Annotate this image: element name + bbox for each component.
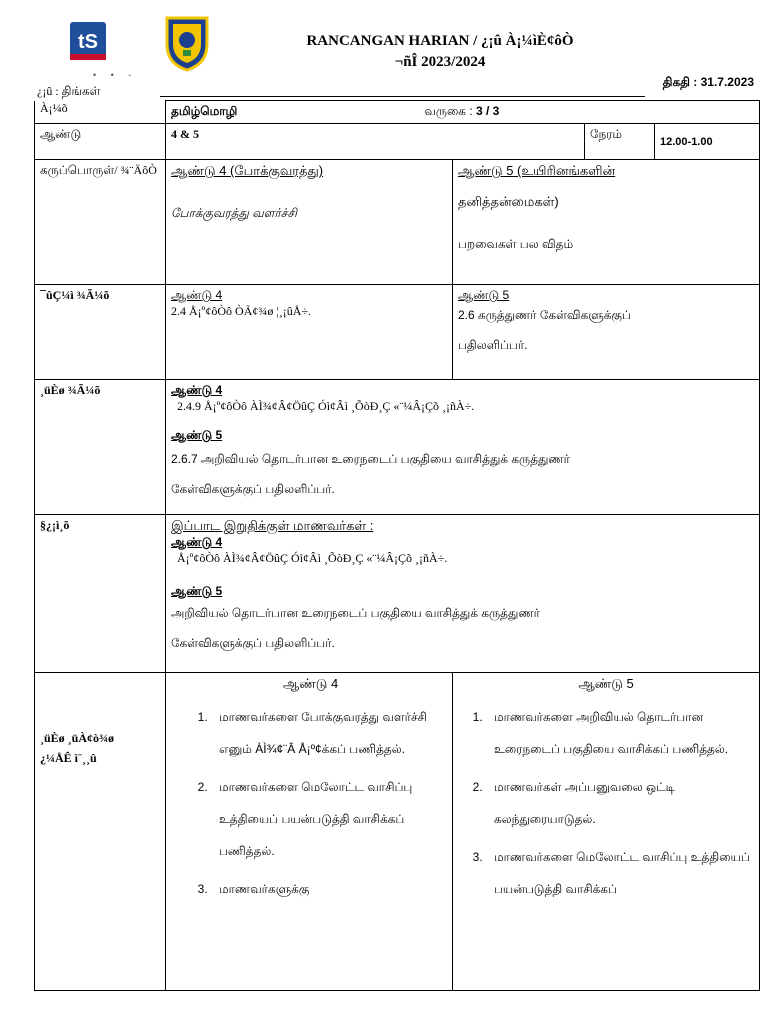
activities-y5-cell [453,673,760,991]
time-value: 12.00-1.00 [655,124,760,160]
learning-standard-row [35,380,760,515]
learning-y5-text2: கேள்விகளுக்குப் பதிலளிப்பர். [171,482,335,496]
activities-y4-cell [166,673,453,991]
activities-y5-heading: ஆண்டு 5 [578,676,634,691]
year-label: ஆண்டு [35,124,166,160]
learning-y5-heading: ஆண்டு 5 [171,428,223,442]
objective-y4-text: Å¡º¢ôÒô ÀÌ¾¢Â¢ÖûÇ Óì¢Âì ¸ÕòÐ¸Ç «¨¼Â¡Çõ ¸¡ñÀ÷. [177,551,448,565]
content-y5-text2: பதிலளிப்பர். [458,338,528,352]
activity-item: 3. மாணவர்களை மெலோட்ட வாசிப்பு உத்தியைப் பயன்படுத்தி வாசிக்கப் [486,841,754,905]
day-label: ¿¡û : திங்கள் [37,84,101,98]
activities-y4-heading: ஆண்டு 4 [282,676,339,691]
activity-item: 3. மாணவர்களுக்கு [211,873,450,905]
header-dots: • • - [93,70,138,80]
school-logo [67,18,109,66]
subject-cell [166,101,760,124]
content-y4-text: 2.4 Å¡º¢ôÒô ÒÃ¢¾ø ¦¸¡ûÅ÷. [171,304,312,318]
lesson-plan-table [34,100,760,991]
header-rule [160,96,645,97]
date-label: திகதி : 31.7.2023 [662,75,754,89]
page-title: RANCANGAN HARIAN / ¿¡û À¡¼ìÈ¢ôÒ [306,33,574,49]
time-label: நேரம் [585,124,655,160]
objective-y5-text: அறிவியல் தொடர்பான உரைநடைப் பகுதியை வாசித்துக் கருத்துணர் [171,606,540,620]
attendance-label: வருகை : [424,104,473,118]
svg-text:tS: tS [78,31,98,53]
activity-item: 2. மாணவர்களை மெலோட்ட வாசிப்பு உத்தியைப் பயன்படுத்தி வாசிக்கப் பணித்தல். [211,771,450,867]
content-standard-label: ¯ûÇ¼ì ¾Ã¼õ [35,285,166,380]
activities-row [35,673,760,991]
theme-row [35,160,760,285]
learning-y4-heading: ஆண்டு 4 [171,383,223,397]
activities-y5-list [458,701,754,905]
content-y5-cell [453,285,760,380]
subject-row [35,101,760,124]
objective-y4-heading: ஆண்டு 4 [171,535,223,549]
objective-cell [166,515,760,673]
subject-label: À¡¼õ [35,101,166,124]
content-y5-heading: ஆண்டு 5 [458,288,510,302]
activities-label: ¸üÈø ¸üÀ¢ò¾ø ¿¼ÅÊ ì¨¸¸û [35,673,166,991]
objective-y5-text2: கேள்விகளுக்குப் பதிலளிப்பர். [171,636,335,650]
objective-intro: இப்பாட இறுதிக்குள் மாணவர்கள் : [171,518,374,533]
activity-item: 1. மாணவர்களை அறிவியல் தொடர்பான உரைநடைப் பகுதியை வாசிக்கப் பணித்தல். [486,701,754,765]
theme-y4-cell [166,160,453,285]
activity-item: 1. மாணவர்களை போக்குவரத்து வளர்ச்சி எனும் ÀÌ¾¢¨Â Å¡º¢க்கப் பணித்தல். [211,701,450,765]
theme-y5-heading2: தனித்தன்மைகள்) [458,194,559,209]
content-y4-heading: ஆண்டு 4 [171,288,223,302]
year-row [35,124,760,160]
learning-y4-text: 2.4.9 Å¡º¢ôÒô ÀÌ¾¢Â¢ÖûÇ Óì¢Âì ¸ÕòÐ¸Ç «¨¼Â¡Çõ ¸¡ñÀ÷. [177,399,475,413]
theme-label: கருப்பொருள்/ ¾¨ÄôÒ [35,160,166,285]
content-y5-text: 2.6 கருத்துணர் கேள்விகளுக்குப் [458,308,631,322]
content-standard-row [35,285,760,380]
theme-y5-heading: ஆண்டு 5 (உயிரினங்களின் [458,163,616,178]
attendance-value: 3 / 3 [476,104,500,118]
theme-y5-cell [453,160,760,285]
crest-logo [163,14,211,72]
theme-y4-heading: ஆண்டு 4 (போக்குவரத்து) [171,163,324,178]
theme-y5-topic: பறவைகள் பல விதம் [458,237,574,251]
learning-standard-label: ¸üÈø ¾Ã¼õ [35,380,166,515]
objective-row [35,515,760,673]
objective-y5-heading: ஆண்டு 5 [171,584,223,598]
theme-y4-topic: போக்குவரத்து வளர்ச்சி [171,206,297,220]
objective-label: §¿¡ì¸õ [35,515,166,673]
activity-item: 2. மாணவர்கள் அப்பனுவலை ஒட்டி கலந்துரையாடுதல். [486,771,754,835]
content-y4-cell [166,285,453,380]
learning-standard-cell [166,380,760,515]
activities-y4-list [171,701,450,905]
subject-value: தமிழ்மொழி [171,104,238,118]
page-subtitle: ¬ñÎ 2023/2024 [394,54,486,70]
year-value: 4 & 5 [166,124,585,160]
learning-y5-text: 2.6.7 அறிவியல் தொடர்பான உரைநடைப் பகுதியை வாசித்துக் கருத்துணர் [171,452,570,466]
